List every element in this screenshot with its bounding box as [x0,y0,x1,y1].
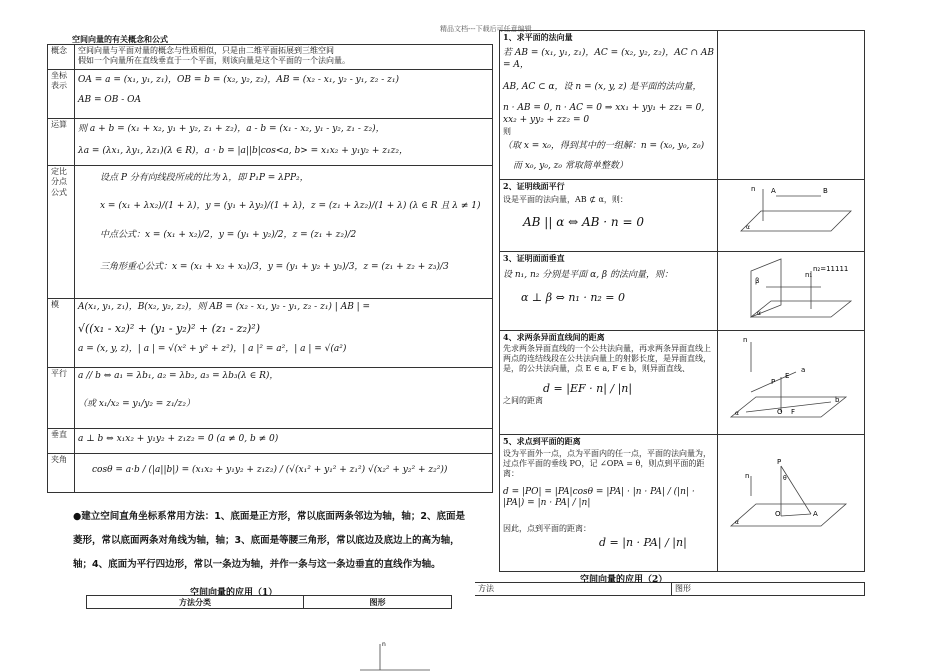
sec-line: α ⊥ β ⇔ n₁ · n₂ = 0 [521,291,626,305]
row-content [75,299,493,368]
row-content [75,368,493,429]
row-line: √((x₁ - x₂)² + (y₁ - y₂)² + (z₁ - z₂)²) [78,321,261,335]
table-row [48,166,493,299]
table-row [500,330,865,434]
line-plane-figure [721,181,859,247]
row-content [75,119,493,166]
row-line: A(x₁, y₁, z₁)，B(x₂, y₂, z₂)，则 AB = (x₂ - x₁, y₂ - y₁, z₂ - z₁) | AB | = [78,302,371,312]
col-header: 方法 [475,583,672,596]
sec2-figure [718,180,865,252]
fig-label: O [775,510,781,519]
sec1-figure [718,31,865,180]
col-header: 方法分类 [87,596,304,609]
fig-label: O [777,407,783,416]
row-label: 坐标表示 [48,70,75,119]
row-line: 假如一个向量所在直线垂直于一个平面，则该向量是这个平面的一个法向量。 [78,56,350,66]
fig-label: α [735,409,739,417]
table-row [500,435,865,572]
application-table [499,30,865,572]
row-line: a // b ⇔ a₁ = λb₁, a₂ = λb₂, a₃ = λb₃(λ ∈ R)， [78,371,279,381]
fig-label: θ [783,475,787,483]
row-line: AB = OB - OA [78,94,142,105]
row-line: 设点 P 分有向线段所成的比为 λ，即 P₁P = λPP₂， [100,173,309,183]
sec-line: AB || α ⇔ AB · n = 0 [523,215,644,230]
row-line: 中点公式：x = (x₁ + x₂)/2，y = (y₁ + y₂)/2，z = (z₁ + z₂)/2 [100,230,357,241]
sec-line: 设 n₁, n₂ 分别是平面 α, β 的法向量，则： [503,269,673,280]
left-title: 空间向量的有关概念和公式 [72,34,168,44]
row-line: 则 a + b = (x₁ + x₂, y₁ + y₂, z₁ + z₂)，a - b = (x₁ - x₂, y₁ - y₂, z₁ - z₂)， [78,124,385,134]
section-title: 2、证明线面平行 [503,181,565,191]
sec-line: d = |PO| = |PA|cosθ = |PA| · |n · PA| / (|n| · |PA|) = |n · PA| / |n| [503,486,695,509]
fig-label: α [757,310,761,318]
table-row [48,45,493,70]
row-label: 模 [48,299,75,368]
row-content [75,45,493,70]
fig-label: n [745,472,750,481]
row-line: （或 x₁/x₂ = y₁/y₂ = z₁/z₂） [78,398,195,409]
fig-label: F [791,407,796,416]
table-row [48,368,493,429]
row-label: 平行 [48,368,75,429]
sec-line: AB, AC ⊂ α，设 n = (x, y, z) 是平面的法向量， [503,81,702,92]
fig-label: a [801,365,806,374]
row-line: λa = (λx₁, λy₁, λz₁)(λ ∈ R)，a · b = |a||b|cos<a, b> = x₁x₂ + y₁y₂ + z₁z₂， [78,145,408,156]
fig-label: P [777,458,782,467]
table-row [475,583,865,596]
fig-label: P [771,377,776,386]
col-header: 图形 [672,583,865,596]
row-label: 垂直 [48,429,75,454]
sec4-figure [718,330,865,434]
sec1-content [500,31,718,180]
fig-label: A [771,187,776,195]
section-title: 1、求平面的法向量 [503,32,573,42]
fig-label: B [823,187,828,195]
sec-line: 因此，点到平面的距离： [503,523,591,533]
fig-label: A [813,510,818,519]
table-row [48,299,493,368]
sec-line: 设是平面的法向量，AB ⊄ α，则： [503,195,628,205]
skew-lines-figure [721,332,859,430]
section-title: 4、求两条异面直线间的距离 [503,331,605,342]
row-line: 三角形重心公式：x = (x₁ + x₂ + x₃)/3，y = (y₁ + y₂ + y₃)/3，z = (z₁ + z₂ + z₃)/3 [100,262,449,273]
sec4-content [500,330,718,434]
sec-line: n · AB = 0, n · AC = 0 ⇒ xx₁ + yy₁ + zz₁ = 0, xx₂ + yy₂ + zz₂ = 0 [503,103,705,126]
sec-line: 则 [503,126,511,136]
sec-line: 先求两条异面直线的一个公共法向量，再求两条异面直线上两点的连结线段在公共法向量上的射影长度，是异面直线，是，的公共法向量，点 E ∈ a, F ∈ b，则异面直线、 [503,344,711,374]
bottom-left-table [86,595,452,609]
row-content [75,429,493,454]
row-label: 概念 [48,45,75,70]
point-plane-figure [721,436,859,566]
fig-label: α [735,519,739,527]
table-row [48,70,493,119]
row-line: cosθ = a·b / (|a||b|) = (x₁x₂ + y₁y₂ + z₁z₂) / (√(x₁² + y₁² + z₁²) √(x₂² + y₂² + z₂²)) [92,465,448,475]
fig-label: n [382,641,386,648]
header-watermark: 精品文档---下载后可任意编辑 [440,25,532,33]
row-content [75,454,493,493]
fig-label: n₂=11111 [813,265,849,274]
fig-label: n [743,335,748,344]
row-content [75,166,493,299]
bottom-right-title: 空间向量的应用（2） [580,575,668,585]
row-content [75,70,493,119]
fig-label: b [835,395,840,404]
table-row [500,180,865,252]
sec-line: 而 x₀, y₀, z₀ 常取简单整数） [513,160,628,171]
sec2-content [500,180,718,252]
fig-label: α [746,224,750,231]
row-line: OA = a = (x₁, y₁, z₁)，OB = b = (x₂, y₂, z₂)，AB = (x₂ - x₁, y₂ - y₁, z₂ - z₁) [78,75,400,85]
sec3-figure [718,252,865,330]
sec-line: 之间的距离 [503,396,543,406]
table-row [500,252,865,330]
sec-line: d = |n · PA| / |n| [599,535,687,549]
section-title: 5、求点到平面的距离 [503,436,581,447]
sec-line: 设为平面外一点，点为平面内的任一点，平面的法向量为，过点作平面的垂线 PO，记 ∠OPA = θ，则点到平面的距离： [503,448,711,478]
coord-note: ●建立空间直角坐标系常用方法：1、底面是正方形，常以底面两条邻边为轴，轴；2、底面是菱形，常以底面两条对角线为轴，轴；3、底面是等腰三角形，常以底边及底边上的高为轴，轴；4、底面为平行四边形，常以一条边为轴，并作一条与这一条边垂直的直线作为轴。 [73,511,466,570]
table-row [48,119,493,166]
sec-line: （取 x = x₀，得到其中的一组解：n = (x₀, y₀, z₀) [503,140,705,151]
fig-label: β [755,277,760,286]
sec5-figure [718,435,865,572]
bottom-right-table [475,582,865,596]
bottom-figure [350,638,440,672]
section-title: 3、证明面面垂直 [503,253,565,264]
row-label: 夹角 [48,454,75,493]
row-label: 定比分点公式 [48,166,75,299]
sec5-content [500,435,718,572]
fig-label: n [751,185,756,193]
table-row [500,31,865,180]
sec-line: d = |EF · n| / |n| [543,382,633,396]
row-line: a = (x, y, z)，| a | = √(x² + y² + z²)，| a |² = a²，| a | = √(a²) [78,343,347,354]
col-header: 图形 [304,596,452,609]
row-line: x = (x₁ + λx₂)/(1 + λ)，y = (y₁ + λy₂)/(1 + λ)，z = (z₁ + λz₂)/(1 + λ) (λ ∈ R 且 λ ≠ 1) [100,200,481,211]
concept-table [47,44,493,493]
table-row [48,454,493,493]
table-row [87,596,452,609]
fig-label: E [785,371,790,380]
sec3-content [500,252,718,330]
row-line: 空间向量与平面对量的概念与性质相似，只是由二维平面拓展到三维空间 [78,46,334,55]
row-line: a ⊥ b ⇔ x₁x₂ + y₁y₂ + z₁z₂ = 0 (a ≠ 0, b ≠ 0) [78,434,279,444]
table-row [48,429,493,454]
row-label: 运算 [48,119,75,166]
bottom-left-title: 空间向量的应用（1） [190,588,278,598]
fig-label: n₁ [805,271,813,280]
plane-plane-figure [721,253,859,325]
sec-line: 若 AB = (x₁, y₁, z₁)，AC = (x₂, y₂, z₂)，AC ∩ AB = A， [503,48,715,71]
